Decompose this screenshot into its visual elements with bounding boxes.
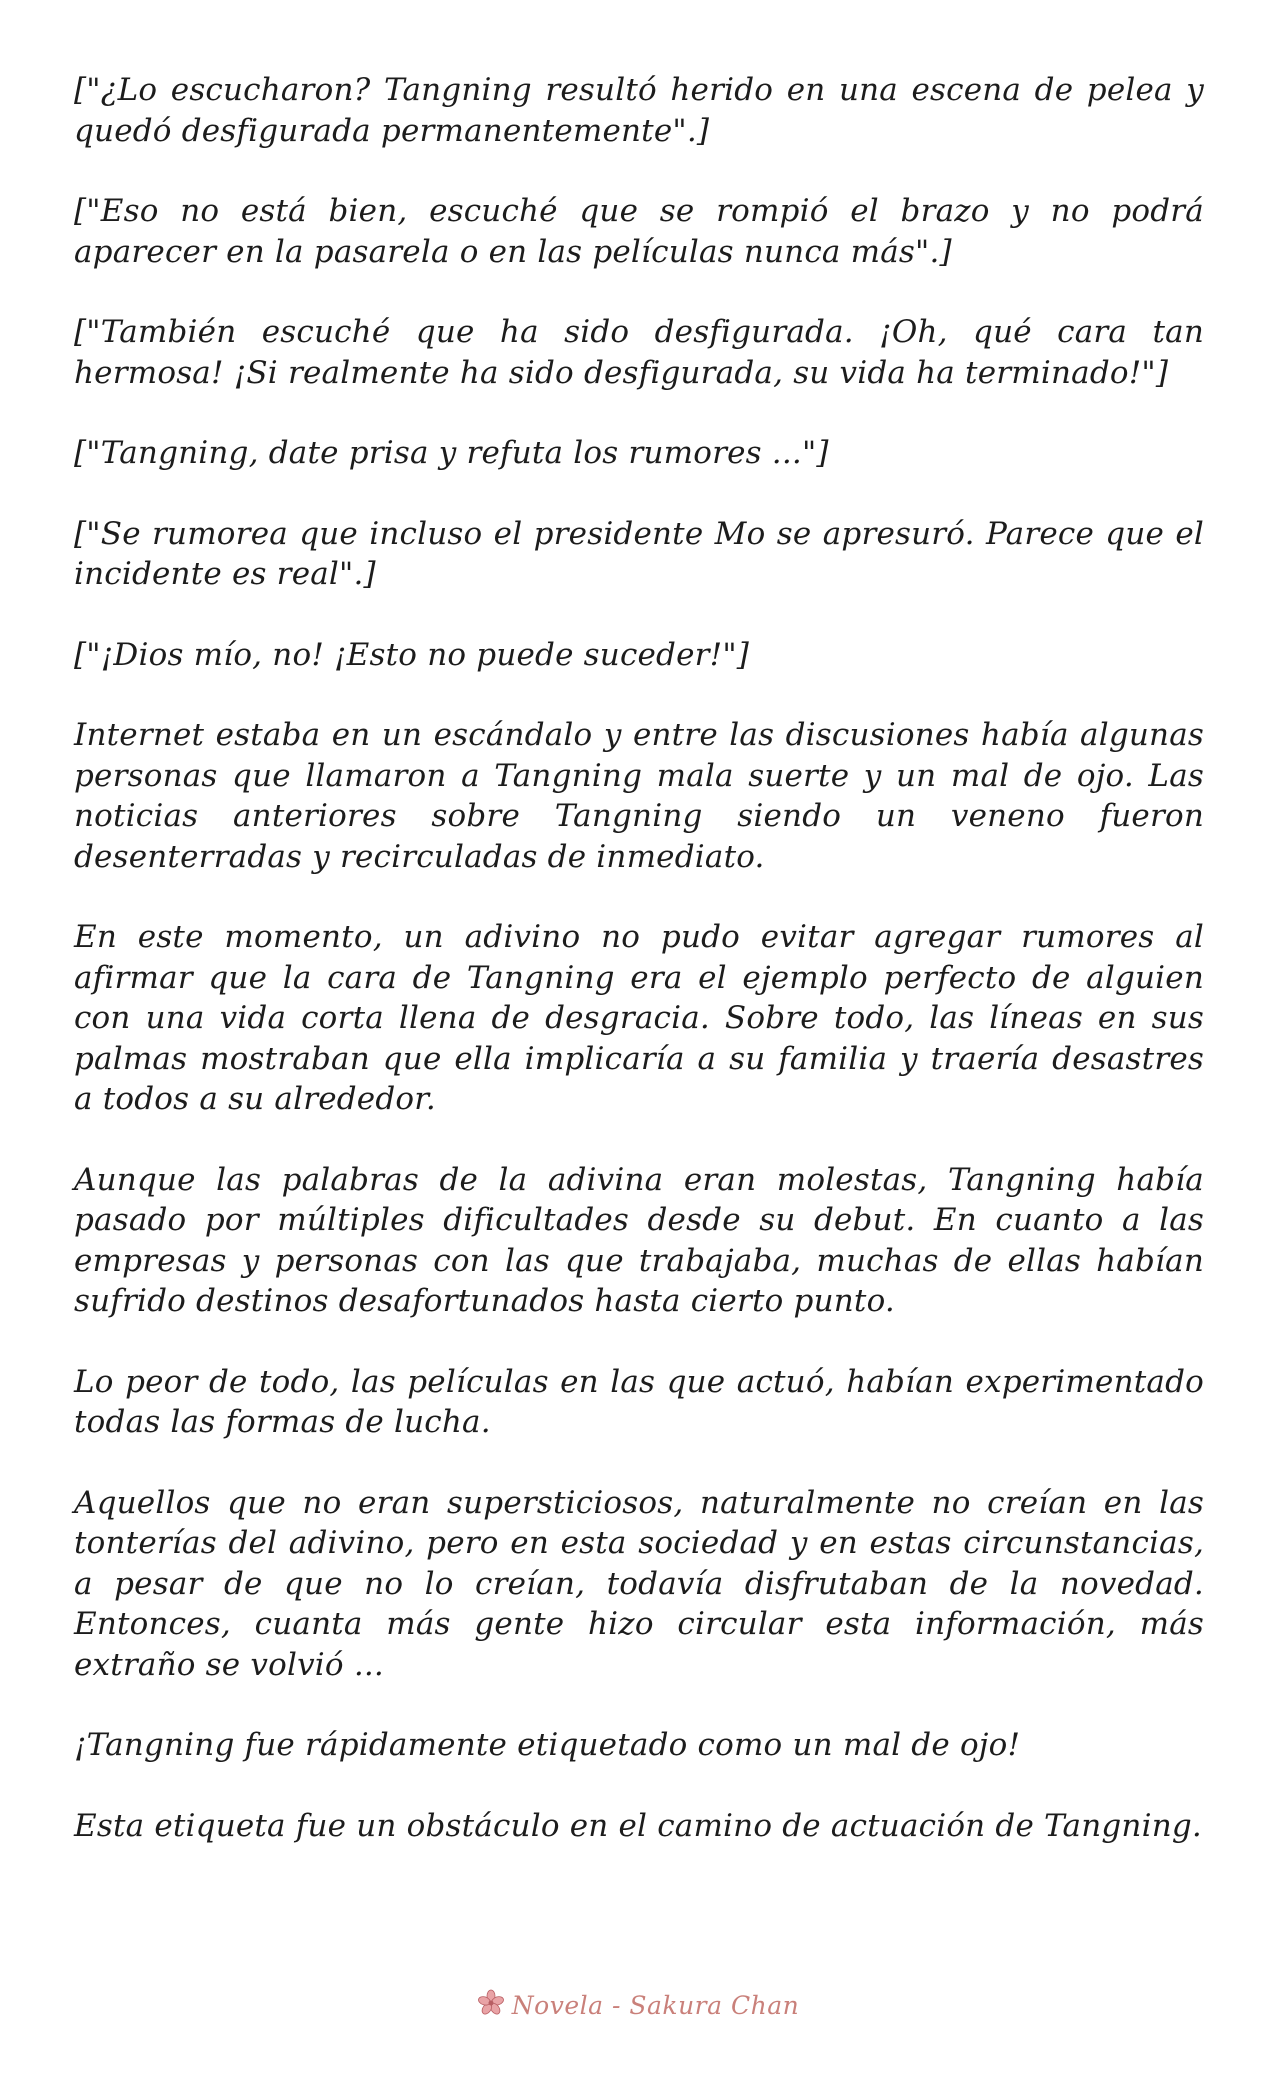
document-body bbox=[74, 70, 1204, 1886]
paragraph: ["¡Dios mío, no! ¡Esto no puede suceder!"] bbox=[74, 636, 750, 673]
watermark-text: Novela - Sakura Chan bbox=[511, 1991, 800, 2020]
sakura-flower-icon bbox=[476, 1988, 506, 2018]
paragraph: ["¿Lo escucharon? Tangning resultó herido en una escena de pelea y quedó desfigurada permanentemente".] bbox=[74, 72, 1204, 149]
paragraph: Lo peor de todo, las películas en las que actuó, habían experimentado todas las formas de lucha. bbox=[74, 1363, 1204, 1440]
paragraph: Esta etiqueta fue un obstáculo en el camino de actuación de Tangning. bbox=[74, 1807, 1202, 1844]
paragraph: ["Eso no está bien, escuché que se rompió el brazo y no podrá aparecer en la pasarela o en las películas nunca más".] bbox=[74, 193, 1204, 270]
paragraph: ["Se rumorea que incluso el presidente Mo se apresuró. Parece que el incidente es real".] bbox=[74, 515, 1204, 592]
paragraph: Aquellos que no eran supersticiosos, naturalmente no creían en las tonterías del adivino, pero en esta sociedad y en estas circunstancias, a pesar de que no lo creían, todavía disfrutaban de la novedad. Entonces, cuanta más gente hizo circular esta información, más extraño se volvió ... bbox=[74, 1484, 1204, 1683]
paragraph: Internet estaba en un escándalo y entre las discusiones había algunas personas que llamaron a Tangning mala suerte y un mal de ojo. Las noticias anteriores sobre Tangning siendo un veneno fueron desenterradas y recirculadas de inmediato. bbox=[74, 717, 1204, 875]
paragraph: En este momento, un adivino no pudo evitar agregar rumores al afirmar que la cara de Tangning era el ejemplo perfecto de alguien con una vida corta llena de desgracia. Sobre todo, las líneas en sus palmas mostraban que ella implicaría a su familia y traería desastres a todos a su alrededor. bbox=[74, 919, 1204, 1117]
watermark bbox=[0, 1988, 1275, 2020]
paragraph: ¡Tangning fue rápidamente etiquetado como un mal de ojo! bbox=[74, 1727, 1021, 1763]
paragraph: Aunque las palabras de la adivina eran molestas, Tangning había pasado por múltiples dificultades desde su debut. En cuanto a las empresas y personas con las que trabajaba, muchas de ellas habían sufrido destinos desafortunados hasta cierto punto. bbox=[74, 1161, 1204, 1319]
paragraph: ["Tangning, date prisa y refuta los rumores ..."] bbox=[74, 435, 829, 471]
paragraph: ["También escuché que ha sido desfigurada. ¡Oh, qué cara tan hermosa! ¡Si realmente ha sido desfigurada, su vida ha terminado!"] bbox=[74, 314, 1204, 391]
